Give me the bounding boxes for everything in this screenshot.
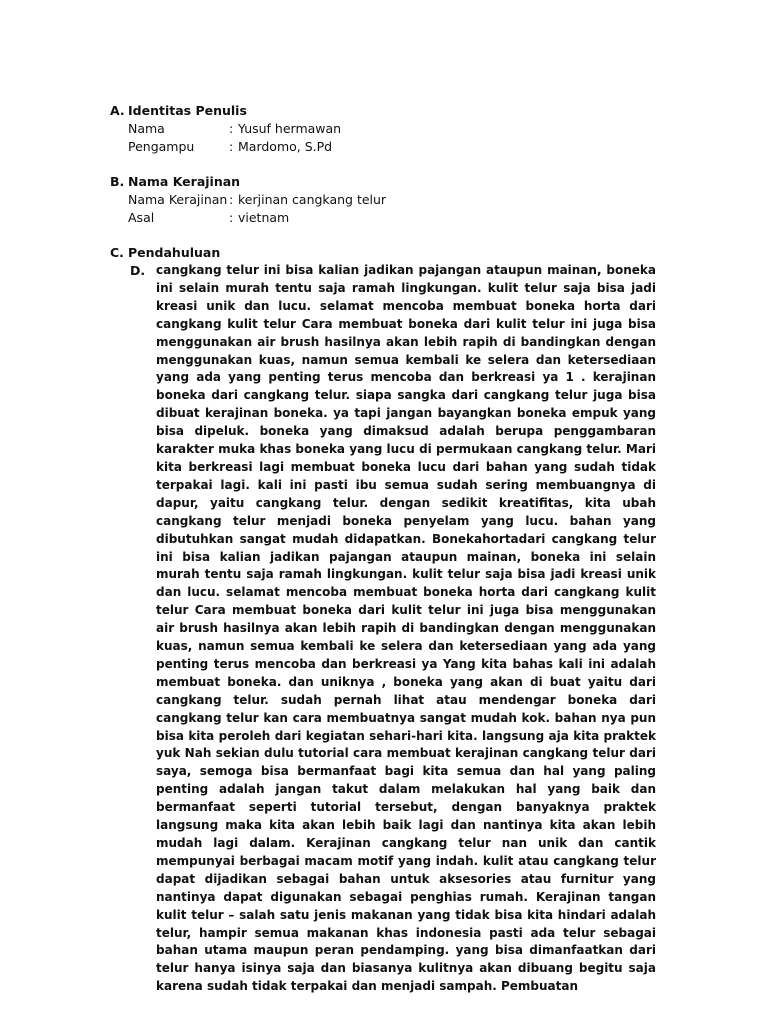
section-heading (110, 173, 670, 191)
field-label: Nama (128, 121, 165, 136)
field-value: Mardomo, S.Pd (238, 139, 333, 154)
field-colon: : (229, 210, 234, 225)
section-pendahuluan (110, 244, 670, 262)
field-label: Pengampu (128, 139, 195, 154)
section-nama-kerajinan (110, 173, 670, 227)
section-heading (110, 244, 670, 262)
field-label: Nama Kerajinan (128, 192, 228, 207)
field-colon: : (229, 139, 234, 154)
field-row-nama (110, 120, 670, 138)
field-colon: : (229, 192, 234, 207)
section-letter: C. (110, 245, 124, 260)
subsection-letter: D. (130, 263, 146, 278)
section-title: Pendahuluan (128, 245, 221, 260)
section-letter: B. (110, 174, 125, 189)
field-row-nama-kerajinan (110, 191, 670, 209)
field-colon: : (229, 121, 234, 136)
field-value: kerjinan cangkang telur (238, 192, 387, 207)
body-paragraph: cangkang telur ini bisa kalian jadikan pajangan ataupun mainan, boneka ini selain murah tentu saja ramah lingkungan. kulit telur saja bisa jadi kreasi unik dan lucu. selamat mencoba membuat boneka horta dari cangkang kulit telur Cara membuat boneka dari kulit telur ini juga bisa menggunakan air brush hasilnya akan lebih rapih di bandingkan dengan menggunakan kuas, namun semua kembali ke selera dan ketersediaan yang ada yang penting terus mencoba dan berkreasi ya 1 . kerajinan boneka dari cangkang telur. siapa sangka dari cangkang telur juga bisa dibuat kerajinan boneka. ya tapi jangan bayangkan boneka empuk yang bisa dipeluk. boneka yang dimaksud adalah berupa penggambaran karakter muka khas boneka yang lucu di permukaan cangkang telur. Mari kita berkreasi lagi membuat boneka lucu dari bahan yang sudah tidak terpakai lagi. kali ini pasti ibu semua sudah sering membuangnya di dapur, yaitu cangkang telur. dengan sedikit kreatifitas, kita ubah cangkang telur menjadi boneka penyelam yang lucu. bahan yang dibutuhkan sangat mudah didapatkan. Bonekahortadari cangkang telur ini bisa kalian jadikan pajangan ataupun mainan, boneka ini selain murah tentu saja ramah lingkungan. kulit telur saja bisa jadi kreasi unik dan lucu. selamat mencoba membuat boneka horta dari cangkang kulit telur Cara membuat boneka dari kulit telur ini juga bisa menggunakan air brush hasilnya akan lebih rapih di bandingkan dengan menggunakan kuas, namun semua kembali ke selera dan ketersediaan yang ada yang penting terus mencoba dan berkreasi ya Yang kita bahas kali ini adalah membuat boneka. dan uniknya , boneka yang akan di buat yaitu dari cangkang telur. sudah pernah lihat atau mendengar boneka dari cangkang telur kan cara membuatnya sangat mudah kok. bahan nya pun bisa kita peroleh dari kegiatan sehari-hari kita. langsung aja kita praktek yuk Nah sekian dulu tutorial cara membuat kerajinan cangkang telur dari saya, semoga bisa bermanfaat bagi kita semua dan hal yang paling penting adalah jangan takut dalam melakukan hal yang baik dan bermanfaat seperti tutorial tersebut, dengan banyaknya praktek langsung maka kita akan lebih baik lagi dan nantinya kita akan lebih mudah lagi dalam. Kerajinan cangkang telur nan unik dan cantik mempunyai berbagai macam motif yang indah. kulit atau cangkang telur dapat dijadikan sebagai bahan untuk aksesories atau furnitur yang nantinya dapat digunakan sebagai penghias rumah. Kerajinan tangan kulit telur – salah satu jenis makanan yang tidak bisa kita hindari adalah telur, hampir semua makanan khas indonesia pasti ada telur sebagai bahan utama maupun peran pendamping. yang bisa dimanfaatkan dari telur hanya isinya saja dan biasanya kulitnya akan dibuang begitu saja karena sudah tidak terpakai dan menjadi sampah. Pembuatan (156, 263, 656, 994)
section-title: Nama Kerajinan (128, 174, 241, 189)
section-title: Identitas Penulis (128, 103, 247, 118)
section-identitas-penulis (110, 102, 670, 156)
section-letter: A. (110, 103, 125, 118)
field-value: Yusuf hermawan (238, 121, 342, 136)
field-row-pengampu (110, 138, 670, 156)
field-value: vietnam (238, 210, 290, 225)
field-label: Asal (128, 210, 155, 225)
section-heading (110, 102, 670, 120)
field-row-asal (110, 209, 670, 227)
